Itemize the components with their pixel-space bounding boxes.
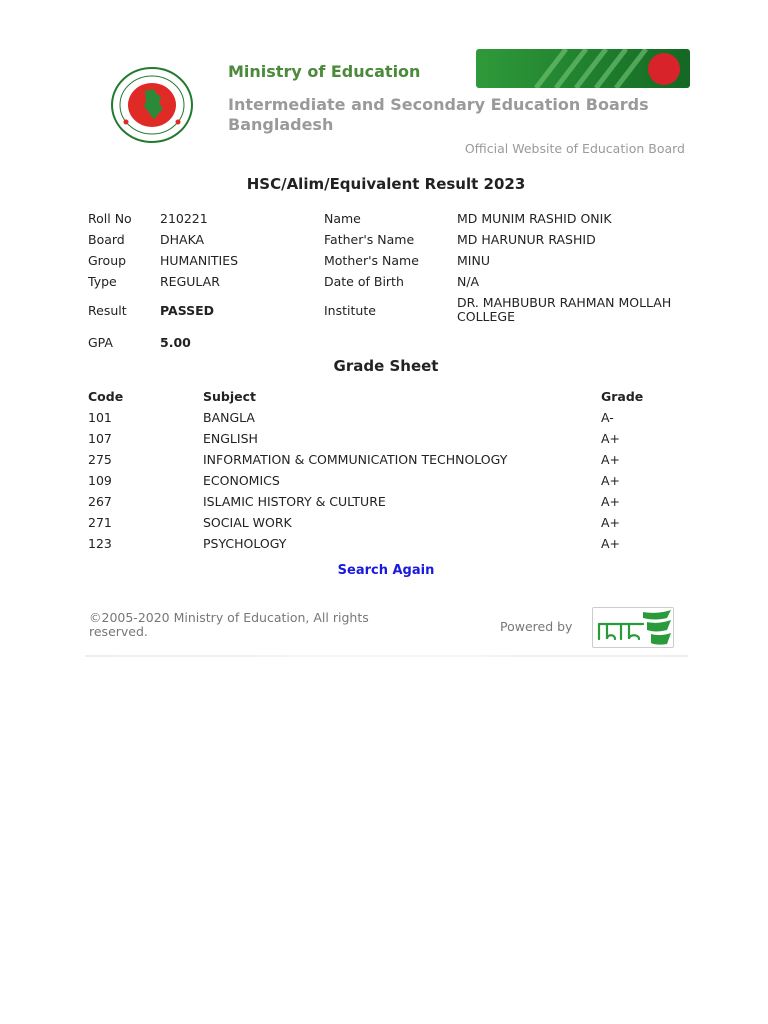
subject-grade: A- [601,410,614,425]
info-row [88,292,688,328]
subject-grade: A+ [601,515,621,530]
father-value: MD HARUNUR RASHID [457,231,596,247]
dob-value: N/A [457,273,480,289]
type-value: REGULAR [160,274,220,289]
table-row [88,491,688,512]
dob-label: Date of Birth [324,274,404,289]
table-row [88,533,688,554]
mother-label: Mother's Name [324,253,419,268]
search-again-link[interactable]: Search Again [337,563,435,578]
table-row [88,449,688,470]
teletalk-logo[interactable] [592,607,674,648]
table-row [88,512,688,533]
name-label: Name [324,211,361,226]
roll-value: 210221 [160,211,208,226]
info-row [88,229,688,250]
subject-name: ECONOMICS [203,473,280,488]
gpa-label: GPA [88,334,113,350]
name-value: MD MUNIM RASHID ONIK [457,210,612,226]
powered-by-label: Powered by [500,619,573,634]
institute-value: DR. MAHBUBUR RAHMAN MOLLAH COLLEGE [457,295,672,324]
group-value: HUMANITIES [160,253,239,268]
grade-header-row [88,386,688,407]
ministry-title: Ministry of Education [228,62,421,81]
grade-sheet-title: Grade Sheet [333,357,439,375]
subject-name: BANGLA [203,410,255,425]
subject-header: Subject [203,389,256,404]
subject-name: INFORMATION & COMMUNICATION TECHNOLOGY [203,452,508,467]
father-label: Father's Name [324,232,415,247]
info-row [88,328,688,356]
subject-code: 123 [88,536,112,551]
copyright-text: ©2005-2020 Ministry of Education, All rights reserved. [89,610,369,639]
footer-divider [85,655,688,657]
subject-grade: A+ [601,431,621,446]
subject-grade: A+ [601,536,621,551]
result-title: HSC/Alim/Equivalent Result 2023 [246,175,526,193]
info-row [88,208,688,229]
result-label: Result [88,302,127,318]
table-row [88,407,688,428]
grade-sheet-table [88,386,688,554]
table-row [88,470,688,491]
mother-value: MINU [457,252,490,268]
gpa-value: 5.00 [160,334,191,350]
student-info-table [88,208,688,356]
boards-title: Intermediate and Secondary Education Boards Bangladesh [228,95,649,134]
subject-name: SOCIAL WORK [203,515,292,530]
subject-code: 109 [88,473,112,488]
institute-label: Institute [324,302,376,318]
board-value: DHAKA [160,232,205,247]
subject-name: ISLAMIC HISTORY & CULTURE [203,494,386,509]
info-row [88,250,688,271]
subject-code: 271 [88,515,112,530]
subject-name: ENGLISH [203,431,258,446]
code-header: Code [88,389,124,404]
table-row [88,428,688,449]
board-label: Board [88,232,125,247]
subject-code: 275 [88,452,112,467]
subject-code: 101 [88,410,112,425]
group-label: Group [88,253,127,268]
government-seal-icon [111,67,193,143]
header-banner [476,49,690,88]
subject-grade: A+ [601,473,621,488]
type-label: Type [88,274,117,289]
grade-header: Grade [601,389,644,404]
subject-code: 107 [88,431,112,446]
subject-grade: A+ [601,494,621,509]
teletalk-logo-icon [593,608,673,647]
subject-name: PSYCHOLOGY [203,536,287,551]
roll-label: Roll No [88,211,132,226]
subject-code: 267 [88,494,112,509]
subject-grade: A+ [601,452,621,467]
info-row [88,271,688,292]
official-website-caption: Official Website of Education Board [464,141,685,156]
result-value: PASSED [160,302,215,318]
